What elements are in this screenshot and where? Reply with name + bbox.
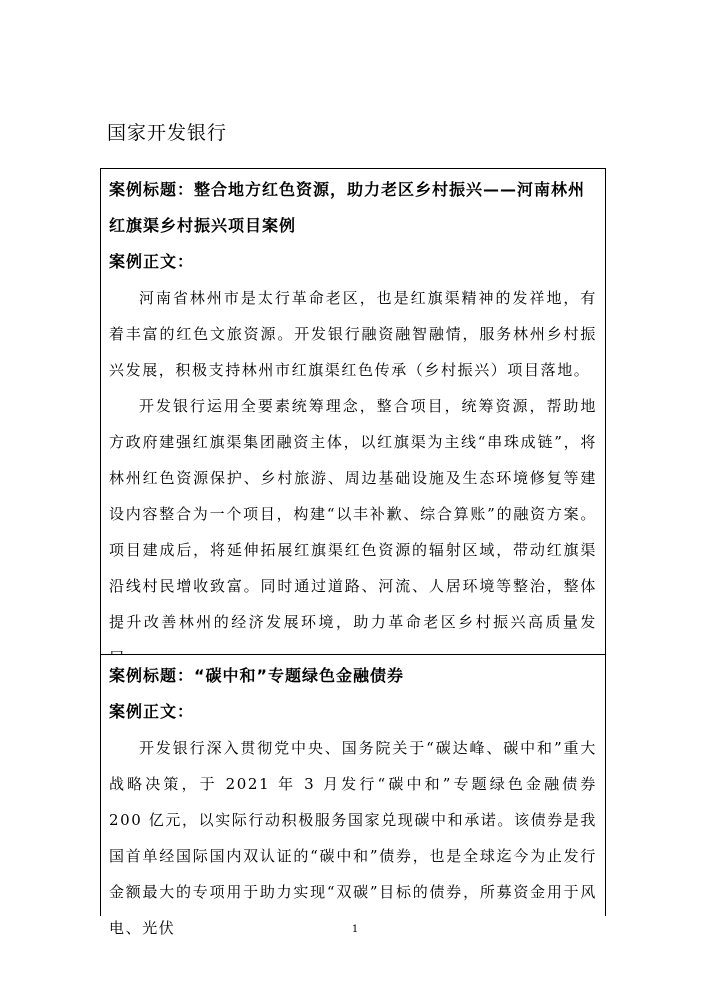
page-heading: 国家开发银行 [107,122,228,144]
case-title-2: 案例标题：“碳中和”专题绿色金融债券 [109,666,405,685]
case-title-1: 案例标题：整合地方红色资源，助力老区乡村振兴——河南林州红旗渠乡村振兴项目案例 [109,180,586,235]
case-box-2 [100,654,606,937]
case-paragraph: 开发银行运用全要素统筹理念，整合项目，统筹资源，帮助地方政府建强红旗渠集团融资主体，以红旗渠为主线“串珠成链”，将林州红色资源保护、乡村旅游、周边基础设施及生态环境修复等建设内容整合为一个项目，构建“以丰补歉、综合算账”的融资方案。项目建成后，将延伸拓展红旗渠红色资源的辐射区域，带动红旗渠沿线村民增收致富。同时通过道路、河流、人居环境等整治，整体提升改善林州的经济发展环境，助力革命老区乡村振兴高质量发 [109,397,597,631]
page-number: 1 [351,924,359,935]
case-paragraph: 河南省林州市是太行革命老区，也是红旗渠精神的发祥地，有着丰富的红色文旅资源。开发银行融资融智融情，服务林州乡村振兴发展，积极支持林州市红旗渠红色传承（乡村振兴）项目落地。 [109,289,597,379]
case-body-label-1: 案例正文： [109,252,195,271]
case-paragraph: 开发银行深入贯彻党中央、国务院关于“碳达峰、碳中和”重大战略决策，于 2021 年 3 月发行“碳中和”专题绿色金融债券 200 亿元，以实际行动积极服务国家兑现碳中和承诺。该债券是我国首单经国际国内双认证的“碳中和”债券，也是全球迄今为止发行金额最大的专项用于助力实现“双碳”目标的债券，所募资金用于风电、光伏 [109,739,598,937]
case-box-1 [100,168,606,655]
case-body-label-2: 案例正文： [109,702,195,721]
